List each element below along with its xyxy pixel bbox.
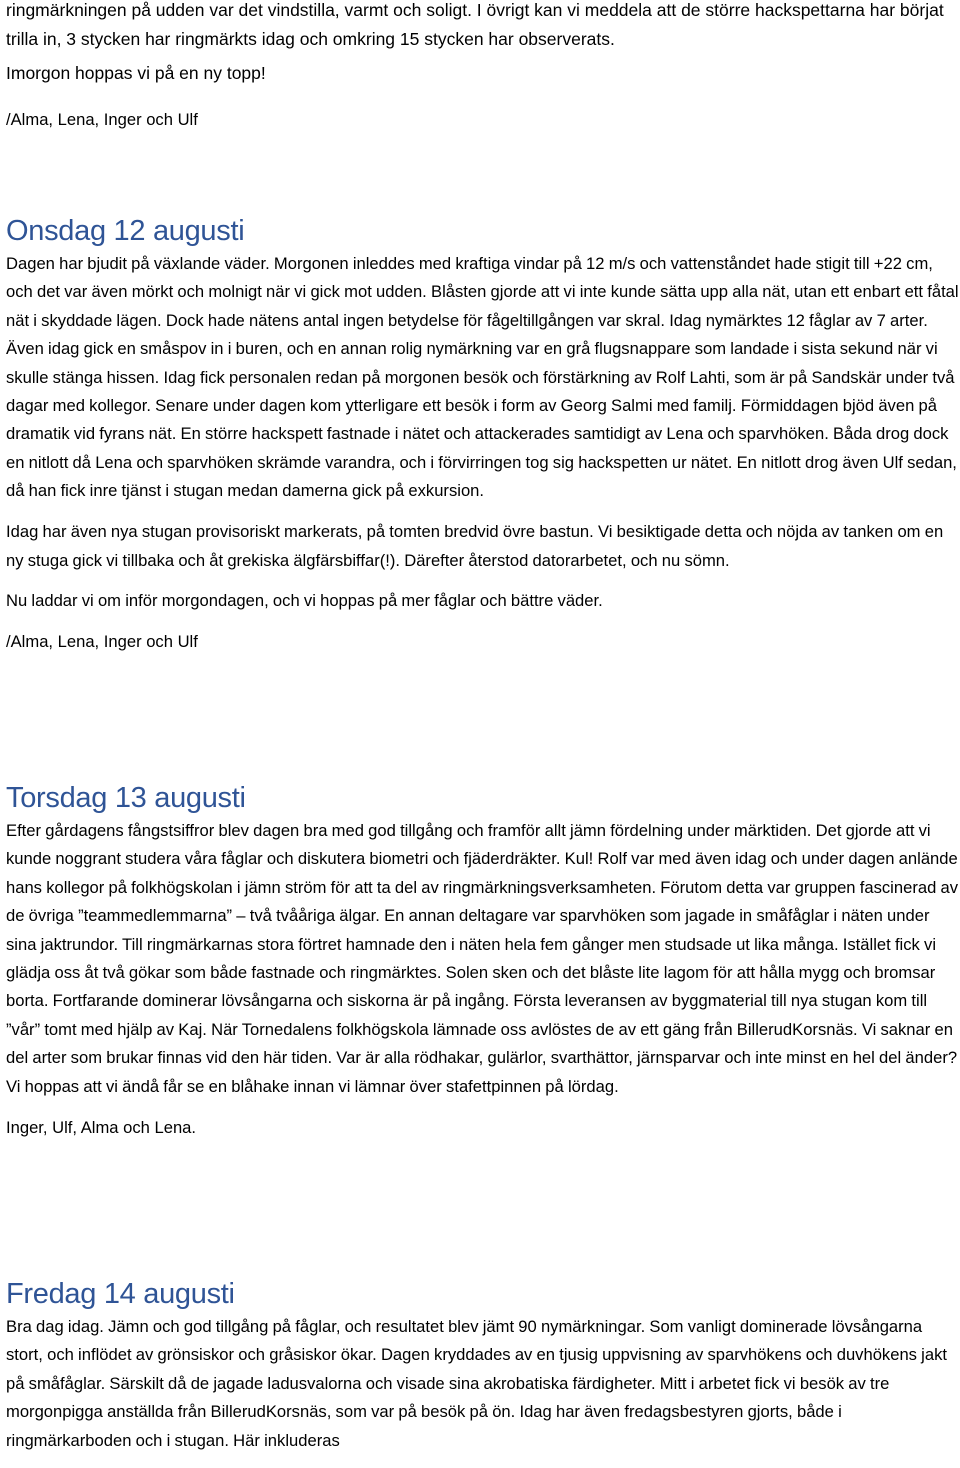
section-paragraph: Nu laddar vi om inför morgondagen, och vi hoppas på mer fåglar och bättre väder. xyxy=(6,591,603,611)
section-heading: Fredag 14 augusti xyxy=(6,1278,235,1310)
section-paragraph: Bra dag idag. Jämn och god tillgång på fåglar, och resultatet blev jämt 90 nymärkningar. Som vanligt dominerade lövsångarna stort, och inflödet av grönsiskor och gråsiskor ökar. Dagen kryddades av en tjusig uppvisning av sparvhökens och duvhökens jakt på småfåglar. Särskilt då de jagade ladusvalorna och visade sina akrobatiska färdigheter. Mitt i arbetet fick vi besök av tre morgonpigga anställda från BillerudKorsnäs, som var på besök på ön. Idag har även fredagsbestyren gjorts, både i ringmärkarboden och i stugan. Här inkluderas xyxy=(6,1317,948,1450)
section-heading: Onsdag 12 augusti xyxy=(6,215,245,247)
intro-signature: /Alma, Lena, Inger och Ulf xyxy=(6,110,198,129)
section-signature: Inger, Ulf, Alma och Lena. xyxy=(6,1117,197,1137)
section-heading: Torsdag 13 augusti xyxy=(6,782,246,814)
section-torsdag xyxy=(6,781,960,1142)
section-onsdag xyxy=(6,214,960,657)
section-signature: /Alma, Lena, Inger och Ulf xyxy=(6,632,198,652)
intro-block xyxy=(6,0,960,94)
intro-paragraph: ringmärkningen på udden var det vindstilla, varmt och soligt. I övrigt kan vi meddela att de större hackspettarna har börjat trilla in, 3 stycken har ringmärkts idag och omkring 15 stycken har observerats. xyxy=(6,0,944,49)
section-paragraph: Efter gårdagens fångstsiffror blev dagen bra med god tillgång och framför allt jämn fördelning under märktiden. Det gjorde att vi kunde noggrant studera våra fåglar och diskutera biometri och fjäderdräkter. Kul! Rolf var med även idag och under dagen anlände hans kollegor på folkhögskolan i jämn ström för att ta del av ringmärkningsverksamheten. Förutom detta var gruppen fascinerad av de övriga ”teammedlemmarna” – två tvååriga älgar. En annan deltagare var sparvhöken som jagade in småfåglar i näten under sina jaktrundor. Till ringmärkarnas stora förtret hamnade den i näten hela fem gånger men studsade ut lika många. Istället fick vi glädja oss åt två gökar som både fastnade och ringmärktes. Solen sken och det blåste lite lagom för att hålla mygg och bromsar borta. Fortfarande dominerar lövsångarna och siskorna är på ingång. Första leveransen av byggmaterial till nya stugan kom till ”vår” tomt med hjälp av Kaj. När Tornedalens folkhögskola lämnade oss avlöstes de av ett gäng från BillerudKorsnäs. Vi saknar en del arter som brukar finnas vid den här tiden. Var är alla rödhakar, gulärlor, svarthättor, järnsparvar och inte minst en hel del änder? Vi hoppas att vi ändå får se en blåhake innan vi lämnar över stafettpinnen på lördag. xyxy=(6,821,959,1096)
section-paragraph: Dagen har bjudit på växlande väder. Morgonen inleddes med kraftiga vindar på 12 m/s och vattenståndet hade stigit till +22 cm, och det var även mörkt och molnigt när vi gick mot udden. Blåsten gjorde att vi inte kunde sätta upp alla nät, utan ett enbart ett fåtal nät i skyddade lägen. Dock hade nätens antal ingen betydelse för fågeltillgången var skral. Idag nymärktes 12 fåglar av 7 arter. Även idag gick en småspov in i buren, och en annan rolig nymärkning var en grå flugsnappare som landade i sista sekund när vi skulle stänga hissen. Idag fick personalen redan på morgonen besök och förstärkning av Rolf Lahti, som är på Sandskär under två dagar med kollegor. Senare under dagen kom ytterligare ett besök i form av Georg Salmi med familj. Förmiddagen bjöd även på dramatik vid fyrans nät. En större hackspett fastnade i nätet och attackerades samtidigt av Lena och sparvhöken. Båda drog dock en nitlott då Lena och sparvhöken skrämde varandra, och i förvirringen tog sig hackspetten ur nätet. En nitlott drog även Ulf sedan, då han fick inre tjänst i stugan medan damerna gick på exkursion. xyxy=(6,254,959,501)
section-fredag xyxy=(6,1277,960,1468)
section-paragraph: Idag har även nya stugan provisoriskt markerats, på tomten bredvid övre bastun. Vi besiktigade detta och nöjda av tanken om en ny stuga gick vi tillbaka och åt grekiska älgfärsbiffar(!). Därefter återstod datorarbetet, och nu sömn. xyxy=(6,522,944,570)
intro-closing-line: Imorgon hoppas vi på en ny topp! xyxy=(6,63,266,83)
